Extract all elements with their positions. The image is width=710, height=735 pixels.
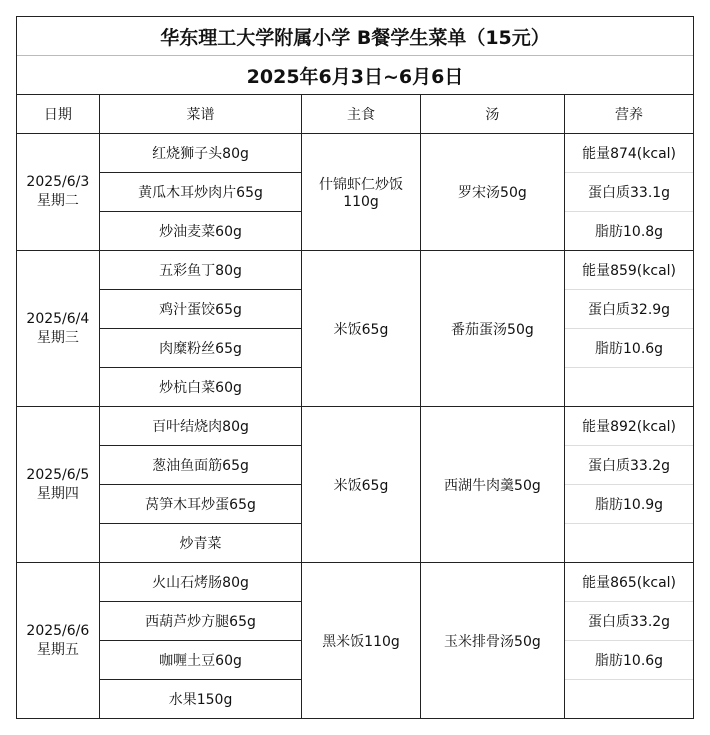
date-cell bbox=[17, 134, 99, 251]
table-row bbox=[17, 134, 693, 173]
menu-title: 华东理工大学附属小学 B餐学生菜单（15元） bbox=[17, 17, 693, 56]
nutrition-empty bbox=[565, 524, 693, 563]
table-header-row bbox=[17, 95, 693, 134]
table-row bbox=[17, 563, 693, 602]
staple-cell: 黑米饭110g bbox=[302, 563, 420, 719]
nutrition-empty bbox=[565, 680, 693, 719]
nutrition-protein: 蛋白质33.2g bbox=[565, 602, 693, 641]
dish-item: 火山石烤肠80g bbox=[99, 563, 302, 602]
nutrition-protein: 蛋白质32.9g bbox=[565, 290, 693, 329]
day-weekday: 星期五 bbox=[36, 641, 79, 658]
soup-cell: 番茄蛋汤50g bbox=[420, 251, 564, 407]
dish-item: 水果150g bbox=[99, 680, 302, 719]
header-staple: 主食 bbox=[302, 95, 420, 134]
day-weekday: 星期四 bbox=[36, 485, 79, 502]
staple-cell: 米饭65g bbox=[302, 251, 420, 407]
dish-item: 肉糜粉丝65g bbox=[99, 329, 302, 368]
day-weekday: 星期三 bbox=[36, 329, 79, 346]
dish-item: 炒青菜 bbox=[99, 524, 302, 563]
nutrition-fat: 脂肪10.8g bbox=[565, 212, 693, 251]
nutrition-fat: 脂肪10.6g bbox=[565, 329, 693, 368]
dish-item: 鸡汁蛋饺65g bbox=[99, 290, 302, 329]
dish-item: 炒杭白菜60g bbox=[99, 368, 302, 407]
header-soup: 汤 bbox=[420, 95, 564, 134]
day-weekday: 星期二 bbox=[36, 193, 79, 209]
header-dishes: 菜谱 bbox=[99, 95, 302, 134]
day-date: 2025/6/3 bbox=[26, 174, 90, 190]
soup-cell: 西湖牛肉羹50g bbox=[420, 407, 564, 563]
nutrition-energy: 能量892(kcal) bbox=[565, 407, 693, 446]
dish-item: 五彩鱼丁80g bbox=[99, 251, 302, 290]
dish-item: 葱油鱼面筋65g bbox=[99, 446, 302, 485]
dish-item: 百叶结烧肉80g bbox=[99, 407, 302, 446]
nutrition-fat: 脂肪10.9g bbox=[565, 485, 693, 524]
date-cell bbox=[17, 563, 99, 719]
dish-item: 炒油麦菜60g bbox=[99, 212, 302, 251]
date-cell bbox=[17, 251, 99, 407]
dish-item: 黄瓜木耳炒肉片65g bbox=[99, 173, 302, 212]
header-date: 日期 bbox=[17, 95, 99, 134]
nutrition-fat: 脂肪10.6g bbox=[565, 641, 693, 680]
day-date: 2025/6/6 bbox=[26, 622, 90, 639]
nutrition-energy: 能量874(kcal) bbox=[565, 134, 693, 173]
dish-item: 红烧狮子头80g bbox=[99, 134, 302, 173]
nutrition-energy: 能量859(kcal) bbox=[565, 251, 693, 290]
date-range: 2025年6月3日~6月6日 bbox=[17, 56, 693, 95]
nutrition-protein: 蛋白质33.2g bbox=[565, 446, 693, 485]
staple-cell: 什锦虾仁炒饭110g bbox=[302, 134, 420, 251]
day-date: 2025/6/4 bbox=[26, 310, 90, 327]
nutrition-empty bbox=[565, 368, 693, 407]
nutrition-protein: 蛋白质33.1g bbox=[565, 173, 693, 212]
soup-cell: 罗宋汤50g bbox=[420, 134, 564, 251]
nutrition-energy: 能量865(kcal) bbox=[565, 563, 693, 602]
dish-item: 咖喱土豆60g bbox=[99, 641, 302, 680]
menu-sheet bbox=[16, 16, 694, 719]
header-nutrition: 营养 bbox=[565, 95, 693, 134]
table-row bbox=[17, 407, 693, 446]
dish-item: 莴笋木耳炒蛋65g bbox=[99, 485, 302, 524]
staple-cell: 米饭65g bbox=[302, 407, 420, 563]
day-date: 2025/6/5 bbox=[26, 466, 90, 483]
table-row bbox=[17, 251, 693, 290]
soup-cell: 玉米排骨汤50g bbox=[420, 563, 564, 719]
menu-table bbox=[17, 95, 693, 719]
date-cell bbox=[17, 407, 99, 563]
dish-item: 西葫芦炒方腿65g bbox=[99, 602, 302, 641]
